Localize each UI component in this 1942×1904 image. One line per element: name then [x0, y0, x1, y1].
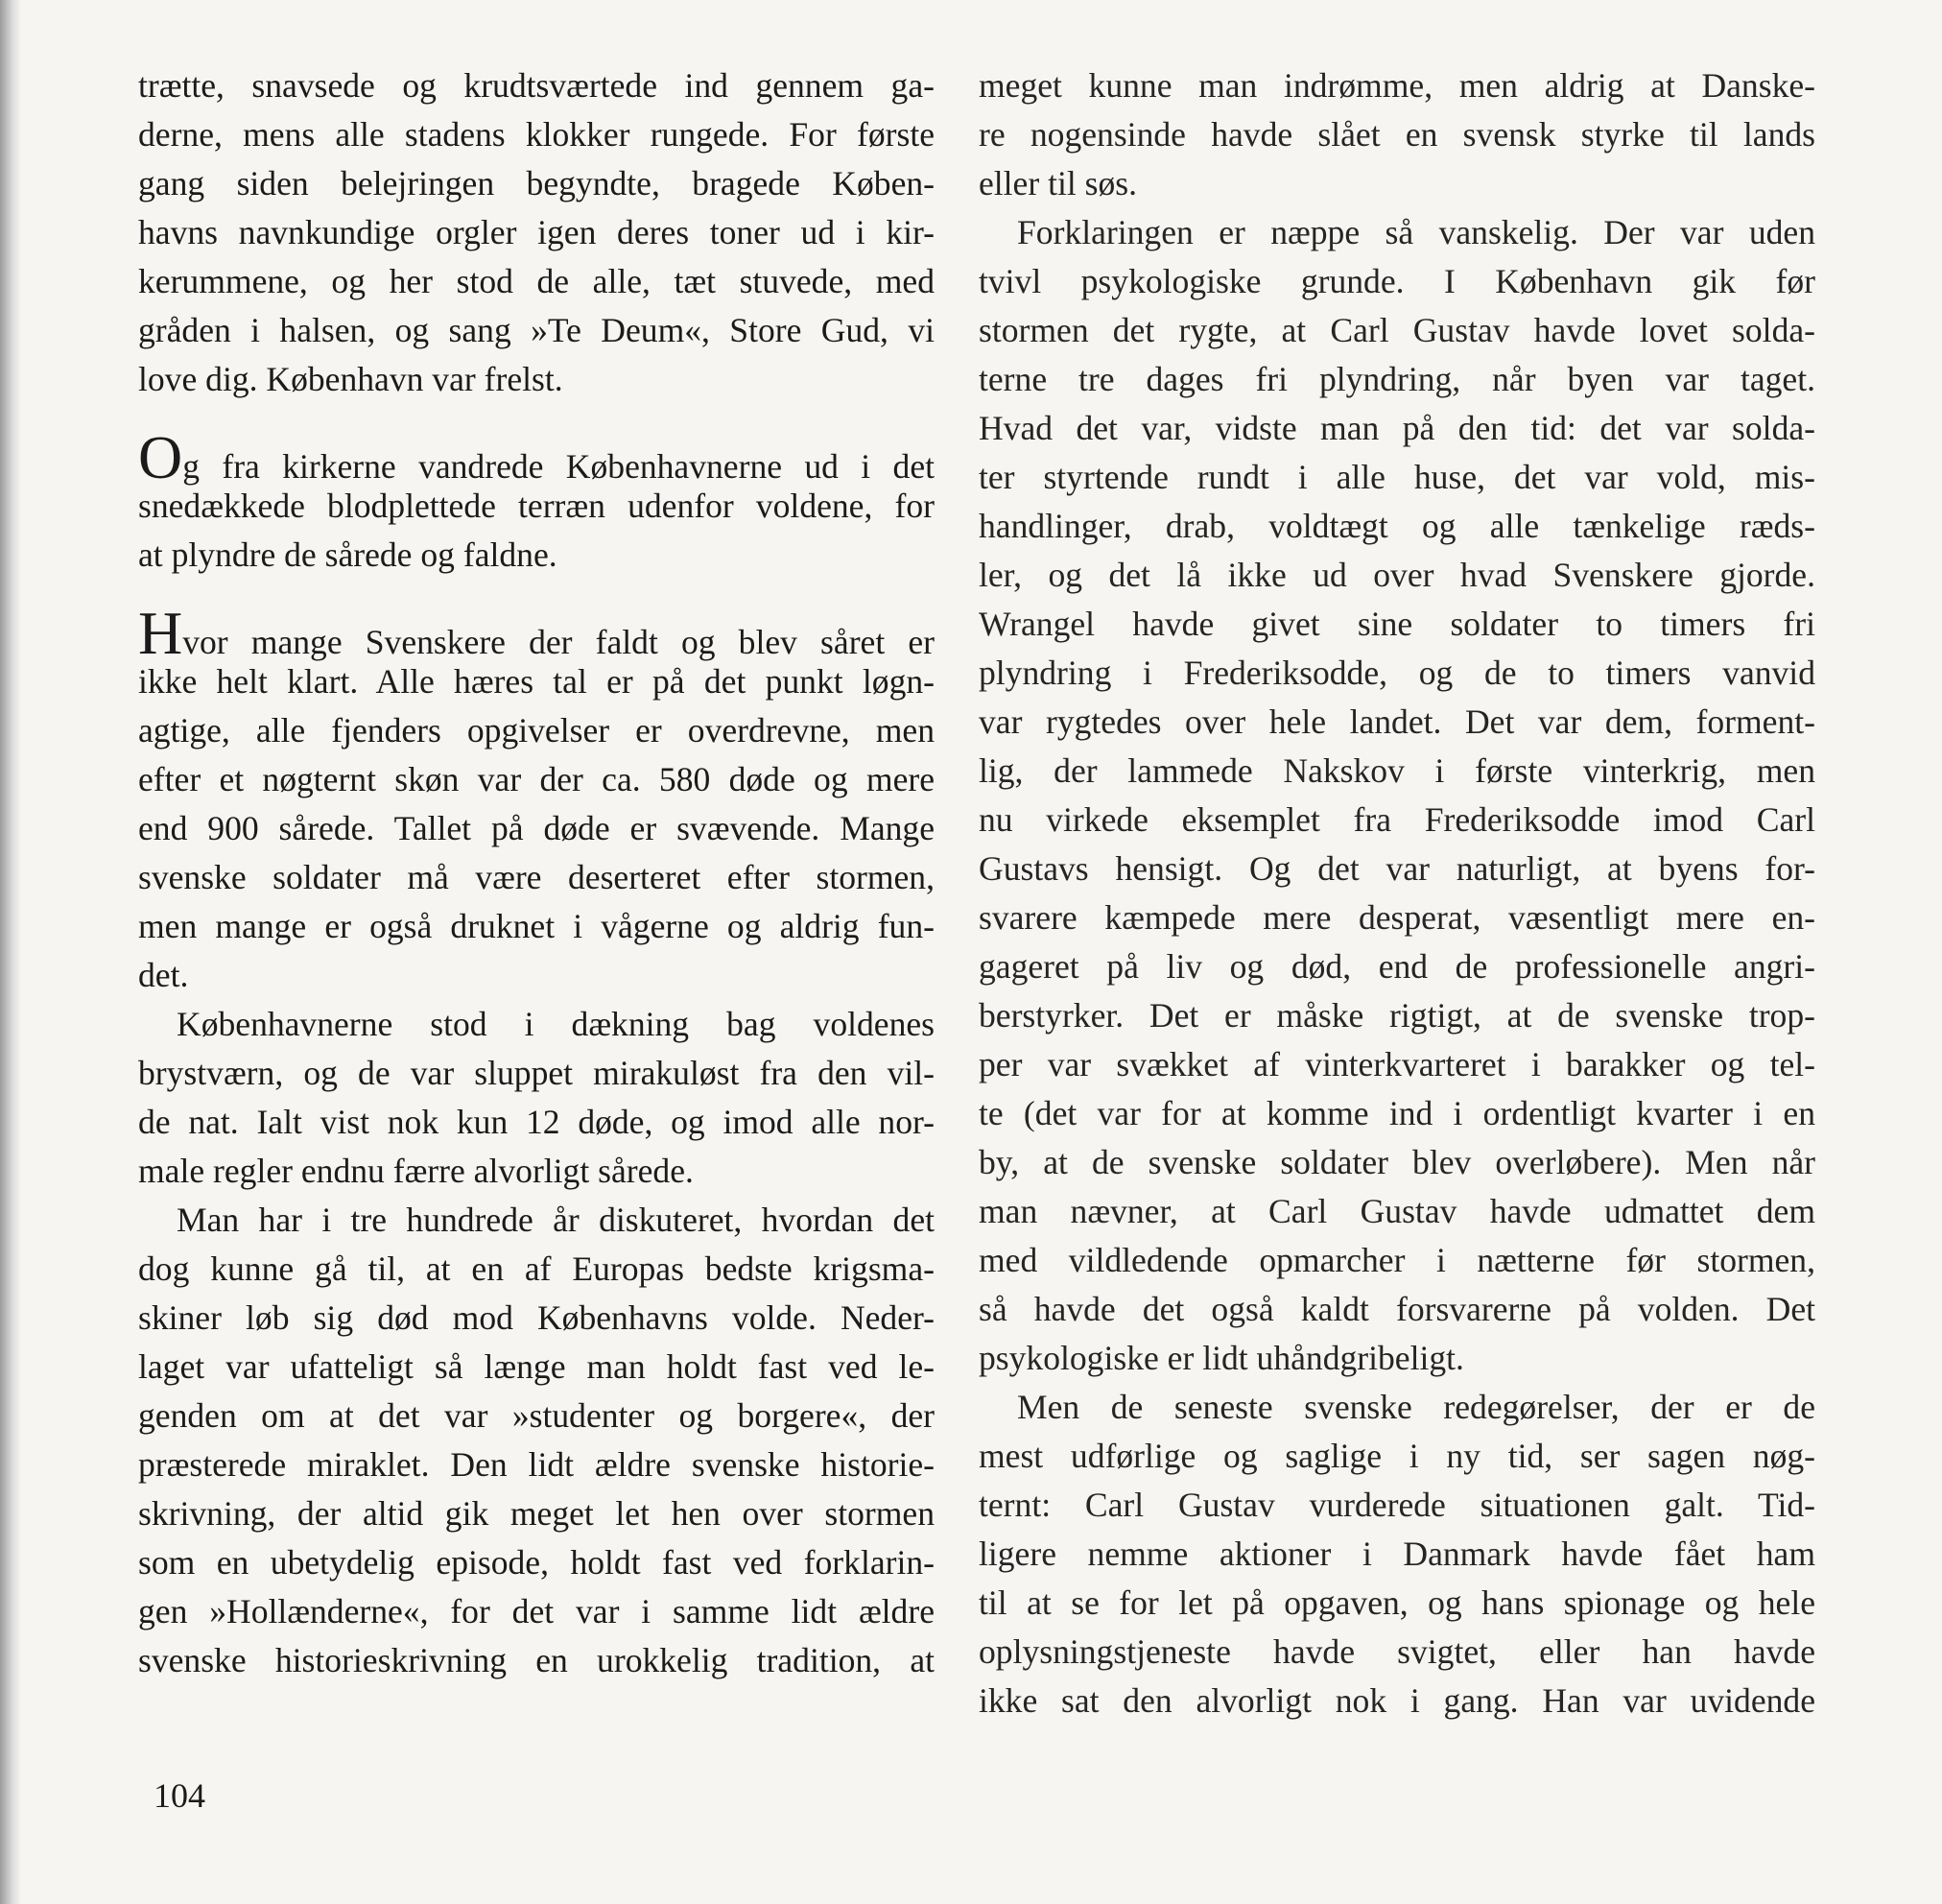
text-line: agtige, alle fjenders opgivelser er overdrevne, men: [138, 711, 935, 750]
text-line: de nat. Ialt vist nok kun 12 døde, og imod alle nor-: [138, 1103, 935, 1141]
text-line: lig, der lammede Nakskov i første vinterkrig, men: [979, 751, 1815, 790]
text-line: nu virkede eksemplet fra Frederiksodde imod Carl: [979, 800, 1815, 839]
paragraph-plundering: [138, 423, 935, 580]
text-line: derne, mens alle stadens klokker rungede. For første: [138, 115, 935, 154]
text-line: Forklaringen er næppe så vanskelig. Der var uden: [1017, 213, 1815, 251]
text-line: som en ubetydelig episode, holdt fast ved forklarin-: [138, 1543, 935, 1582]
text-line: ligere nemme aktioner i Danmark havde fået ham: [979, 1535, 1815, 1573]
paragraph-defenders: [138, 1000, 935, 1196]
text-line: skrivning, der altid gik meget let hen over stormen: [138, 1494, 935, 1533]
text-line: meget kunne man indrømme, men aldrig at Danske-: [979, 66, 1815, 105]
text-line: re nogensinde havde slået en svensk styrke til lands: [979, 115, 1815, 154]
text-line: til at se for let på opgaven, og hans spionage og hele: [979, 1583, 1815, 1622]
text-line: per var svækket af vinterkvarteret i barakker og tel-: [979, 1045, 1815, 1083]
text-line: kerummene, og her stod de alle, tæt stuvede, med: [138, 262, 935, 300]
right-column: [979, 61, 1815, 1726]
text-line: by, at de svenske soldater blev overløbere). Men når: [979, 1143, 1815, 1181]
text-line: Københavnerne stod i dækning bag voldenes: [177, 1005, 935, 1043]
paragraph-explanation: [979, 208, 1815, 1383]
text-line: ikke helt klart. Alle hæres tal er på det punkt løgn-: [138, 662, 935, 701]
text-line: trætte, snavsede og krudtsværtede ind gennem ga-: [138, 66, 935, 105]
paragraph-discussion: [138, 1196, 935, 1685]
left-column: [138, 61, 935, 1685]
text-line: genden om at det var »studenter og borgere«, der: [138, 1396, 935, 1435]
text-line: brystværn, og de var sluppet mirakuløst fra den vil-: [138, 1054, 935, 1092]
text-line: Wrangel havde givet sine soldater to timers fri: [979, 605, 1815, 643]
text-line: [138, 423, 935, 491]
text-line: men mange er også druknet i vågerne og aldrig fun-: [138, 907, 935, 945]
paragraph-swedish-accounts: [979, 1383, 1815, 1726]
text-line: Gustavs hensigt. Og det var naturligt, at byens for-: [979, 849, 1815, 888]
text-line: skiner løb sig død mod Københavns volde. Neder-: [138, 1298, 935, 1337]
text-line-rest: vor mange Svenskere der faldt og blev såret er: [182, 623, 935, 661]
paragraph-danes: [979, 61, 1815, 208]
text-line: gen »Hollænderne«, for det var i samme lidt ældre: [138, 1592, 935, 1630]
text-line: end 900 sårede. Tallet på døde er svævende. Mange: [138, 809, 935, 847]
text-line: psykologiske er lidt uhåndgribeligt.: [979, 1339, 1464, 1377]
text-line: ler, og det lå ikke ud over hvad Svenskere gjorde.: [979, 556, 1815, 594]
text-line: var rygtedes over hele landet. Det var dem, forment-: [979, 702, 1815, 741]
text-line: plyndring i Frederiksodde, og de to timers vanvid: [979, 654, 1815, 692]
text-line: så havde det også kaldt forsvarerne på volden. Det: [979, 1290, 1815, 1328]
text-line: love dig. København var frelst.: [138, 360, 563, 398]
text-line: handlinger, drab, voldtægt og alle tænkelige ræds-: [979, 507, 1815, 545]
text-line: gang siden belejringen begyndte, bragede Køben-: [138, 164, 935, 202]
paragraph-church-bells: [138, 61, 935, 404]
text-line: svenske historieskrivning en urokkelig tradition, at: [138, 1641, 935, 1679]
text-line: snedækkede blodplettede terræn udenfor voldene, for: [138, 487, 935, 525]
text-line: tvivl psykologiske grunde. I København gik før: [979, 262, 1815, 300]
text-line: eller til søs.: [979, 164, 1138, 202]
text-line: det.: [138, 956, 189, 994]
text-line: præsterede miraklet. Den lidt ældre svenske historie-: [138, 1445, 935, 1484]
drop-cap: H: [138, 599, 183, 667]
text-line: berstyrker. Det er måske rigtigt, at de svenske trop-: [979, 996, 1815, 1035]
text-line: at plyndre de sårede og faldne.: [138, 536, 557, 574]
text-line: gageret på liv og død, end de professionelle angri-: [979, 947, 1815, 986]
text-line: te (det var for at komme ind i ordentligt kvarter i en: [979, 1094, 1815, 1132]
text-line: [138, 599, 935, 667]
text-line: dog kunne gå til, at en af Europas bedste krigsma-: [138, 1250, 935, 1288]
text-line: ternt: Carl Gustav vurderede situationen galt. Tid-: [979, 1486, 1815, 1524]
text-line: stormen det rygte, at Carl Gustav havde lovet solda-: [979, 311, 1815, 349]
text-line: svenske soldater må være deserteret efter stormen,: [138, 858, 935, 896]
text-line: med vildledende opmarcher i nætterne før stormen,: [979, 1241, 1815, 1279]
text-line: laget var ufatteligt så længe man holdt fast ved le-: [138, 1347, 935, 1386]
text-line: svarere kæmpede mere desperat, væsentligt mere en-: [979, 898, 1815, 937]
text-line: Men de seneste svenske redegørelser, der er de: [1017, 1388, 1815, 1426]
text-line: mest udførlige og saglige i ny tid, ser sagen nøg-: [979, 1437, 1815, 1475]
text-line: male regler endnu færre alvorligt sårede.: [138, 1152, 694, 1190]
text-line: ikke sat den alvorligt nok i gang. Han var uvidende: [979, 1681, 1815, 1720]
text-line-rest: g fra kirkerne vandrede Københavnerne ud i det: [182, 447, 935, 486]
drop-cap: O: [138, 423, 183, 491]
text-line: ter styrtende rundt i alle huse, det var vold, mis-: [979, 458, 1815, 496]
paragraph-casualties: [138, 599, 935, 1000]
text-line: Hvad det var, vidste man på den tid: det var solda-: [979, 409, 1815, 447]
text-line: oplysningstjeneste havde svigtet, eller han havde: [979, 1632, 1815, 1671]
text-line: gråden i halsen, og sang »Te Deum«, Store Gud, vi: [138, 311, 935, 349]
text-line: Man har i tre hundrede år diskuteret, hvordan det: [177, 1201, 935, 1239]
text-line: efter et nøgternt skøn var der ca. 580 døde og mere: [138, 760, 935, 798]
page-number: 104: [154, 1776, 205, 1815]
text-line: havns navnkundige orgler igen deres toner ud i kir-: [138, 213, 935, 251]
binding-shadow: [0, 0, 21, 1904]
text-line: man nævner, at Carl Gustav havde udmattet dem: [979, 1192, 1815, 1230]
text-line: terne tre dages fri plyndring, når byen var taget.: [979, 360, 1815, 398]
